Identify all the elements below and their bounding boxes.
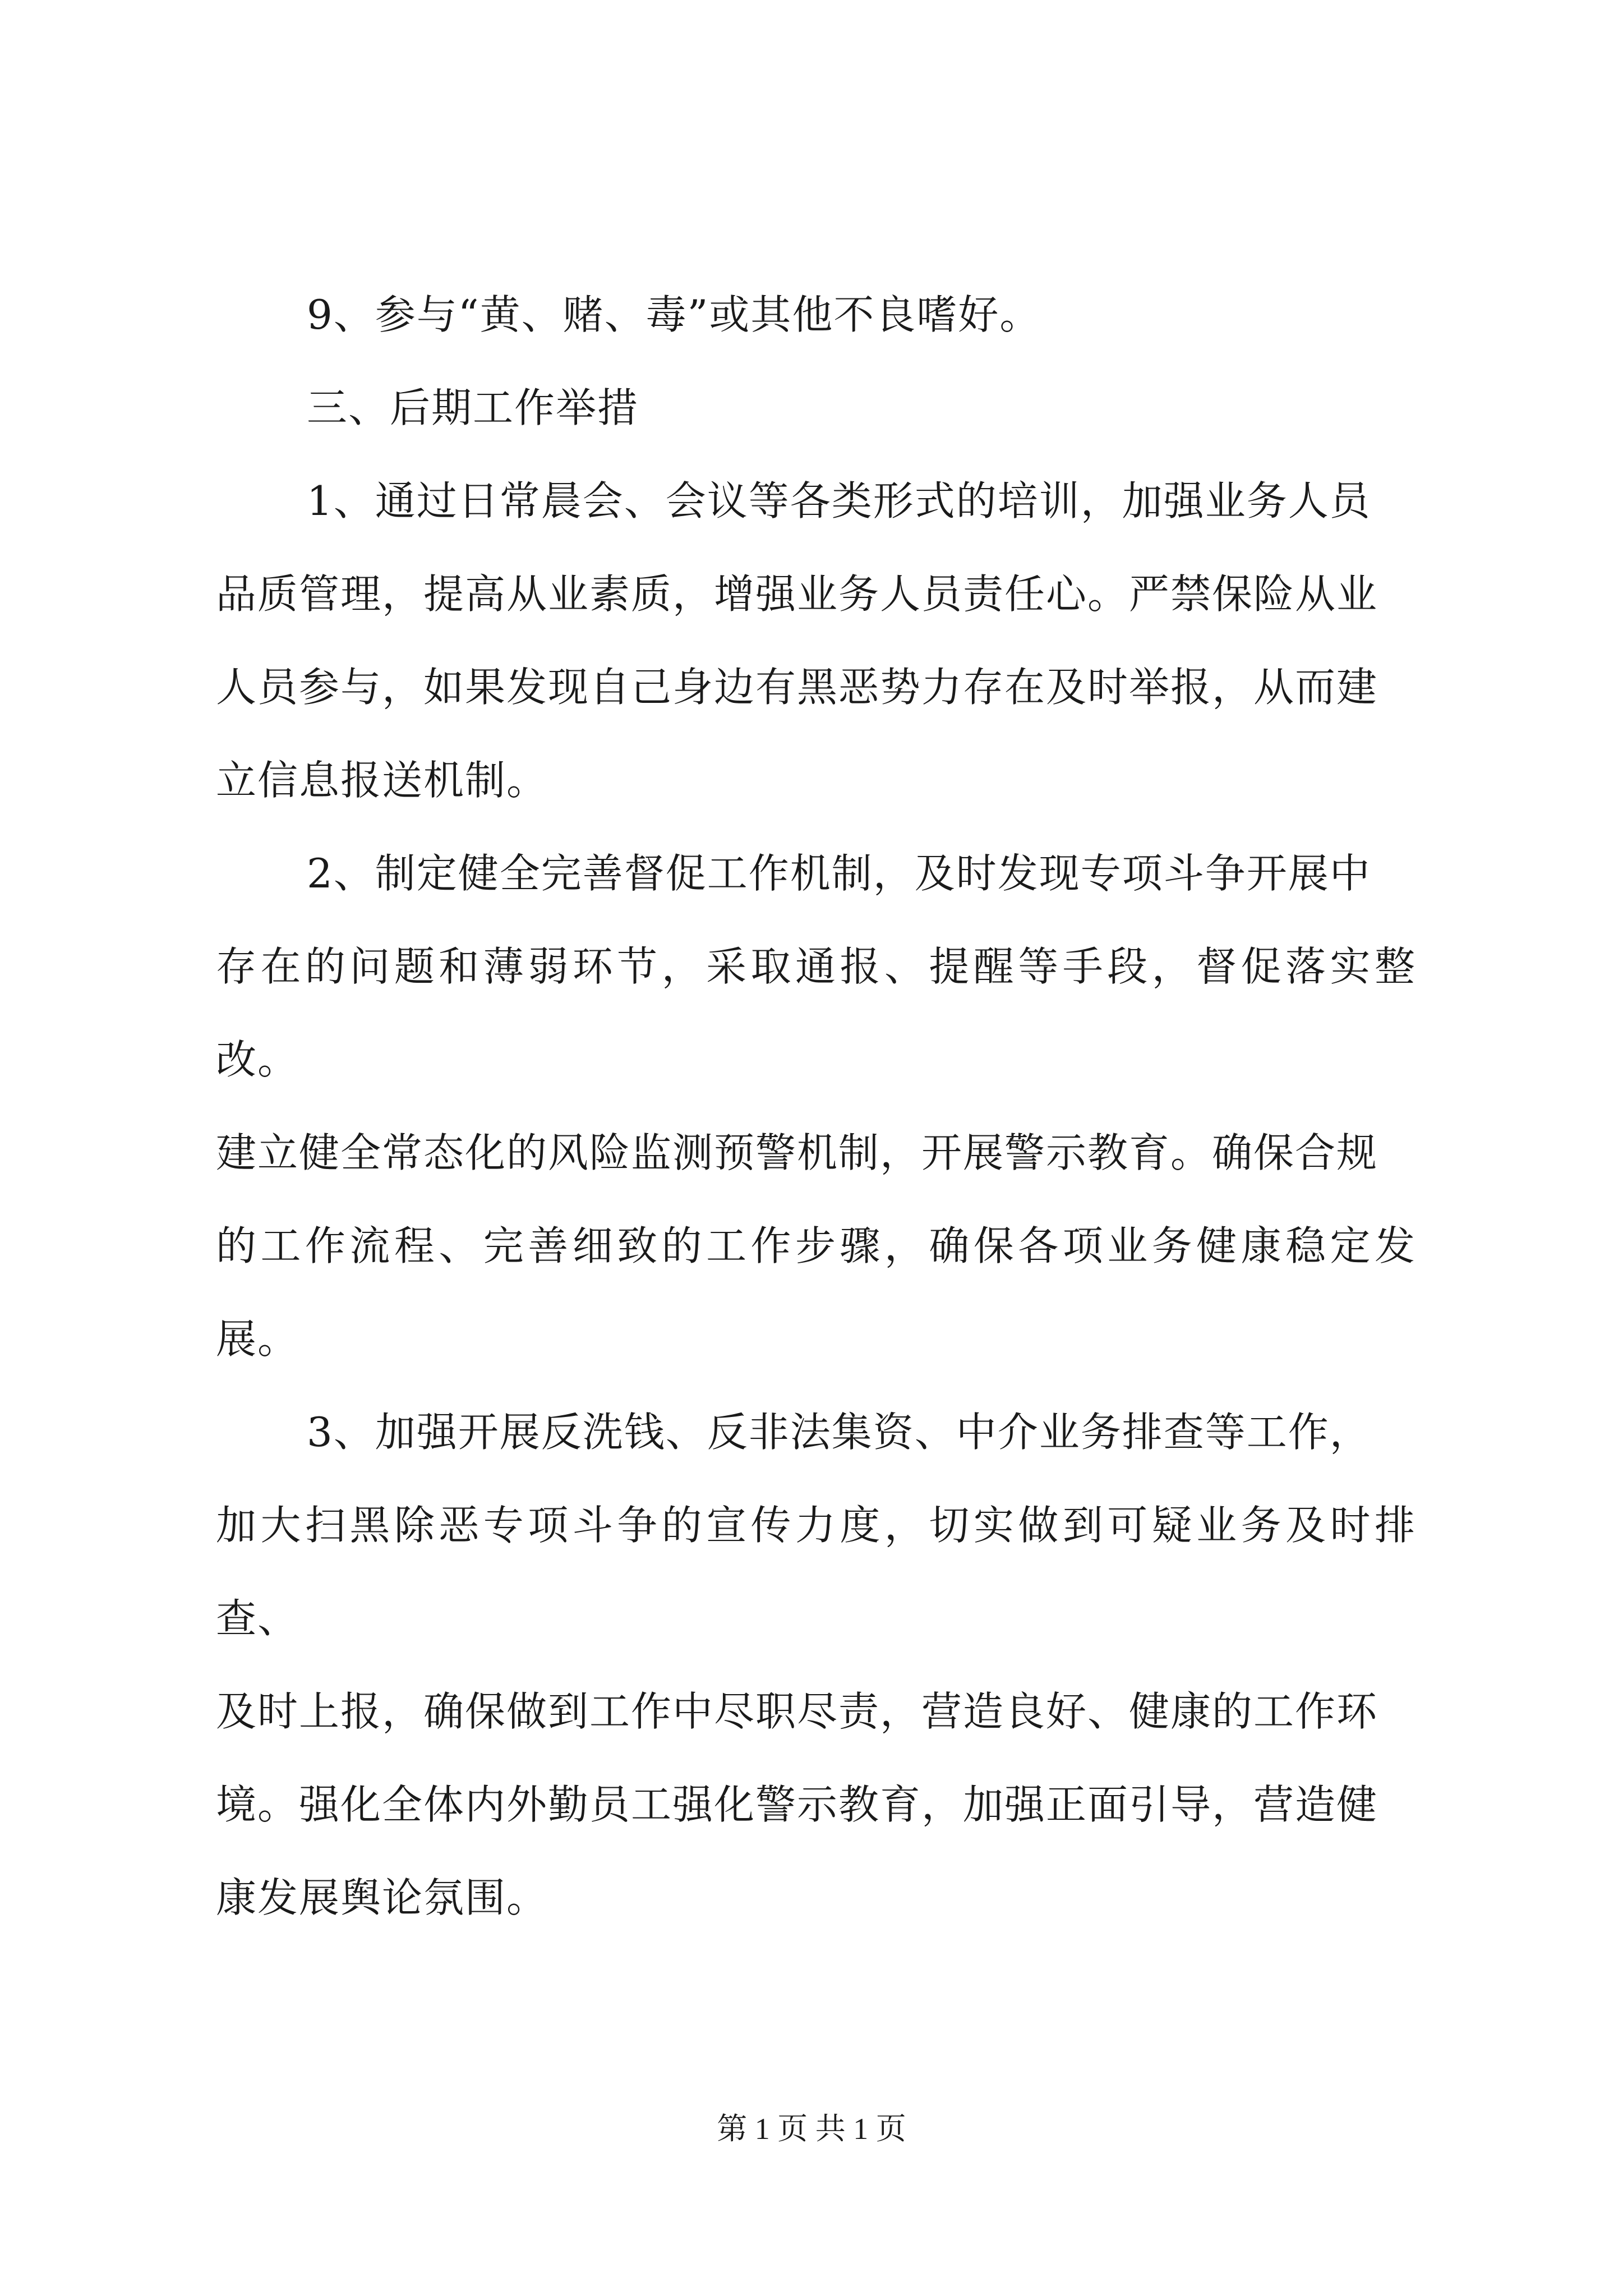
paragraph-measure-3 [216, 1386, 1416, 1944]
section-heading-followup-measures [216, 361, 1416, 454]
text-line: 2、制定健全完善督促工作机制，及时发现专项斗争开展中 [307, 850, 1371, 897]
text-line: 1、通过日常晨会、会议等各类形式的培训，加强业务人员 [307, 477, 1371, 524]
text-line: 立信息报送机制。 [216, 757, 548, 804]
text-line: 康发展舆论氛围。 [216, 1874, 548, 1921]
text-line: 加大扫黑除恶专项斗争的宣传力度，切实做到可疑业务及时排查、 [216, 1502, 1416, 1642]
text-line: 存在的问题和薄弱环节，采取通报、提醒等手段，督促落实整改。 [216, 943, 1416, 1083]
paragraph-item-9 [216, 268, 1416, 361]
document-body [216, 268, 1416, 1944]
text-line: 9、参与“黄、赌、毒”或其他不良嗜好。 [307, 291, 1041, 338]
text-line: 3、加强开展反洗钱、反非法集资、中介业务排查等工作， [307, 1409, 1371, 1456]
text-line: 的工作流程、完善细致的工作步骤，确保各项业务健康稳定发展。 [216, 1222, 1416, 1363]
paragraph-measure-2 [216, 827, 1416, 1386]
text-line: 及时上报，确保做到工作中尽职尽责，营造良好、健康的工作环 [216, 1688, 1378, 1735]
text-line: 三、后期工作举措 [307, 384, 639, 431]
page-footer: 第 1 页 共 1 页 [717, 2112, 906, 2146]
text-line: 人员参与，如果发现自己身边有黑恶势力存在及时举报，从而建 [216, 664, 1378, 711]
paragraph-measure-1 [216, 454, 1416, 827]
text-line: 境。强化全体内外勤员工强化警示教育，加强正面引导，营造健 [216, 1781, 1378, 1828]
text-line: 建立健全常态化的风险监测预警机制，开展警示教育。确保合规 [216, 1129, 1378, 1176]
text-line: 品质管理，提高从业素质，增强业务人员责任心。严禁保险从业 [216, 570, 1378, 618]
